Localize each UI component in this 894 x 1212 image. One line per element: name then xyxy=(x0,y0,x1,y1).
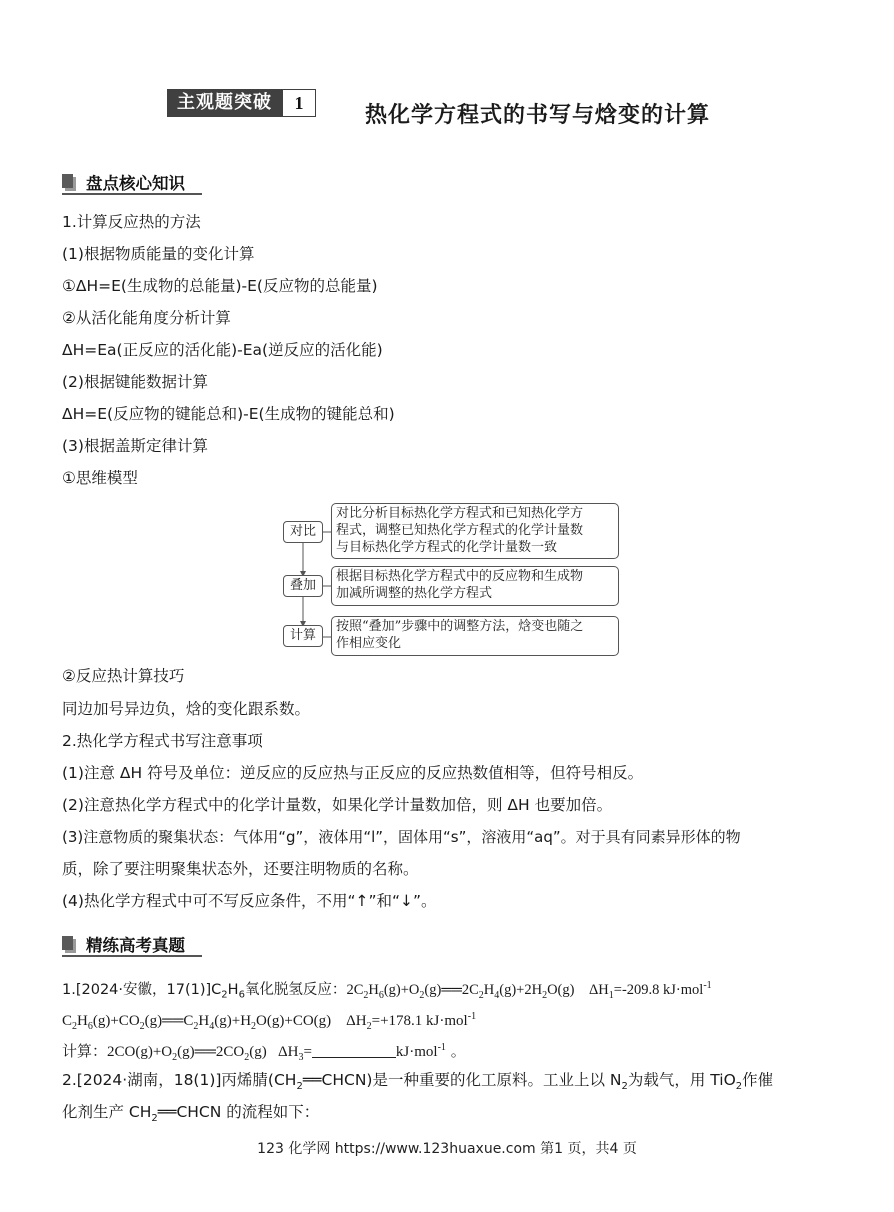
text-line: ②从活化能角度分析计算 xyxy=(62,309,231,327)
document-icon xyxy=(62,174,76,190)
title-badge-number: 1 xyxy=(282,89,316,117)
flow-step-calculate: 计算 xyxy=(283,625,323,647)
text-line: (2)根据键能数据计算 xyxy=(62,373,208,391)
page-footer: 123 化学网 https://www.123huaxue.com 第1 页，共4 页 xyxy=(257,1141,637,1157)
thinking-model-diagram xyxy=(283,503,613,655)
section-underline xyxy=(62,955,202,957)
flow-step-combine: 叠加 xyxy=(283,575,323,597)
text-line: 质，除了要注明聚集状态外，还要注明物质的名称。 xyxy=(62,860,419,878)
question-2-line-1: 2.[2024·湖南，18(1)]丙烯腈$(CH_2══CHCN)$是一种重要的化工原料。工业上以 $N_2$为载气，用 TiO$_2$作催 xyxy=(62,1071,774,1093)
title-badge xyxy=(167,89,316,117)
section-header-knowledge xyxy=(62,169,185,195)
section-underline xyxy=(62,193,202,195)
text-line: (3)注意物质的聚集状态：气体用“g”，液体用“l”，固体用“s”，溶液用“aq”。对于具有同素异形体的物 xyxy=(62,828,741,846)
text-line: ①ΔH=E(生成物的总能量)-E(反应物的总能量) xyxy=(62,277,378,295)
flow-step-compare: 对比 xyxy=(283,521,323,543)
text-line: ΔH=E(反应物的键能总和)-E(生成物的键能总和) xyxy=(62,405,395,423)
text-line: (4)热化学方程式中可不写反应条件，不用“↑”和“↓”。 xyxy=(62,892,437,910)
page-title: 热化学方程式的书写与焓变的计算 xyxy=(365,102,711,128)
text-line: ΔH=Ea(正反应的活化能)-Ea(逆反应的活化能) xyxy=(62,341,383,359)
text-line: ①思维模型 xyxy=(62,469,138,487)
text-line: 2.热化学方程式书写注意事项 xyxy=(62,732,263,750)
text-line: (1)注意 ΔH 符号及单位：逆反应的反应热与正反应的反应热数值相等，但符号相反。 xyxy=(62,764,644,782)
document-icon xyxy=(62,936,76,952)
flow-desc-calculate: 按照“叠加”步骤中的调整方法，焓变也随之 作相应变化 xyxy=(331,616,619,656)
question-1-line-1: 1.[2024·安徽，$17(1)]C_2H_6$氧化脱氢反应：$2C_2H_6(g)+O_2(g)══2C_2H_4(g)+2H_2O(g)$ $\Delta H_1=-209.8$ kJ·mol$^{-1}$ xyxy=(62,980,712,1001)
question-1-line-2: $C_2H_6(g)+CO_2(g)══C_2H_4(g)+H_2O(g)+CO(g)$ $\Delta H_2=+178.1$ kJ·mol$^{-1}$ xyxy=(62,1011,477,1032)
text-line: (3)根据盖斯定律计算 xyxy=(62,437,208,455)
text-line: 同边加号异边负，焓的变化跟系数。 xyxy=(62,700,311,718)
flow-desc-combine: 根据目标热化学方程式中的反应物和生成物 加减所调整的热化学方程式 xyxy=(331,566,619,606)
title-badge-label: 主观题突破 xyxy=(167,89,282,117)
flow-desc-compare: 对比分析目标热化学方程式和已知热化学方 程式，调整已知热化学方程式的化学计量数 与目标热化学方程式的化学计量数一致 xyxy=(331,503,619,559)
section-title: 盘点核心知识 xyxy=(86,174,185,193)
text-line: (2)注意热化学方程式中的化学计量数，如果化学计量数加倍，则 ΔH 也要加倍。 xyxy=(62,796,613,814)
question-2-line-2: 化剂生产 $CH_2══CHCN$ 的流程如下： xyxy=(62,1103,320,1125)
text-line: ②反应热计算技巧 xyxy=(62,667,185,685)
section-title: 精练高考真题 xyxy=(86,936,185,955)
section-header-exam xyxy=(62,931,185,957)
answer-blank[interactable] xyxy=(312,1043,396,1058)
question-1-line-3: 计算：$2CO(g)+O_2(g)══2CO_2(g)$ $\Delta H_3= kJ\cdot mol^{-1}$ 。 xyxy=(62,1042,466,1063)
text-line: (1)根据物质能量的变化计算 xyxy=(62,245,255,263)
text-line: 1.计算反应热的方法 xyxy=(62,213,201,231)
